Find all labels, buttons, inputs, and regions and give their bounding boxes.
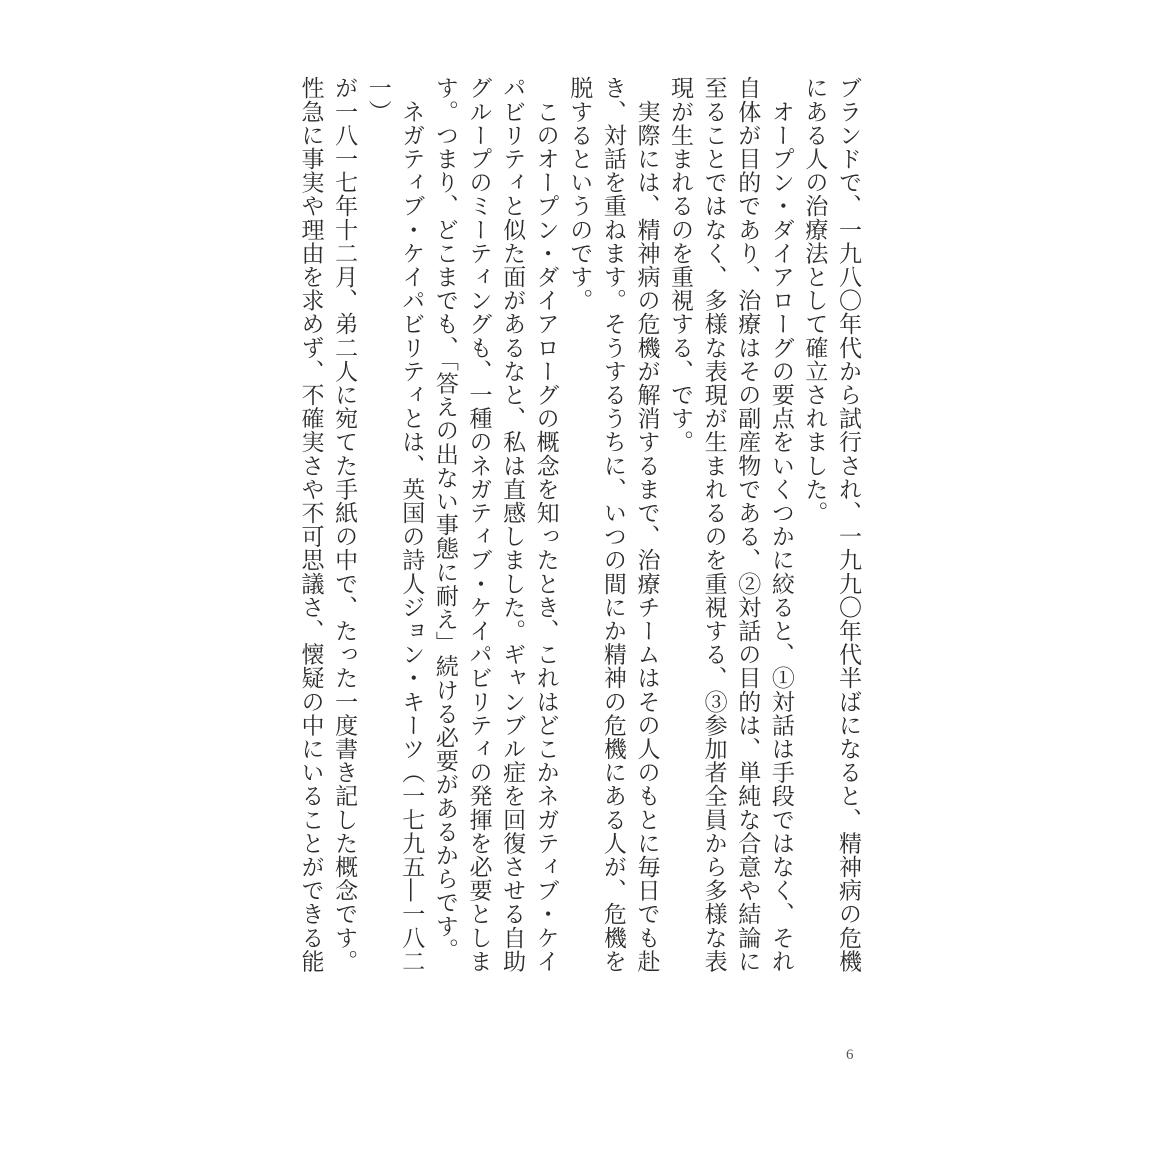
paragraph: 実際には、精神病の危機が解消するまで、治療チームはその人のもとに毎日でも赴 き、対話を重ねます。そうするうちに、いつの間にか精神の危機にある人が、危機を 脱するというのです。 (566, 76, 660, 973)
paragraph: このオープン・ダイアローグの概念を知ったとき、これはどこかネガティブ・ケイ パビリティと似た面があるなと、私は直感しました。ギャンブル症を回復させる自助 グループのミーティングも、一種のネガティブ・ケイパビリティの発揮を必要としま す。つまり、どこまでも、「答えの出ない事態に耐え」続ける必要があるからです。 (431, 76, 559, 973)
paragraph: ネガティブ・ケイパビリティとは、英国の詩人ジョン・キーツ（一七九五―一八二一） が一八一七年十二月、弟二人に宛てた手紙の中で、たった一度書き記した概念です。 性急に事実や理由を求めず、不確実さや不可思議さ、懐疑の中にいることができる能 (297, 76, 425, 973)
paragraph: ブランドで、一九八〇年代から試行され、一九九〇年代半ばになると、精神病の危機 にある人の治療法として確立されました。 (801, 76, 861, 973)
page-number: 6 (846, 1047, 854, 1063)
paragraph: オープン・ダイアローグの要点をいくつかに絞ると、①対話は手段ではなく、それ 自体が目的であり、治療はその副産物である、②対話の目的は、単純な合意や結論に 至ることではなく、多様な表現が生まれるのを重視する、③参加者全員から多様な表現が生まれるのを重視する、です。 (667, 76, 794, 973)
vertical-body-text (293, 76, 864, 986)
